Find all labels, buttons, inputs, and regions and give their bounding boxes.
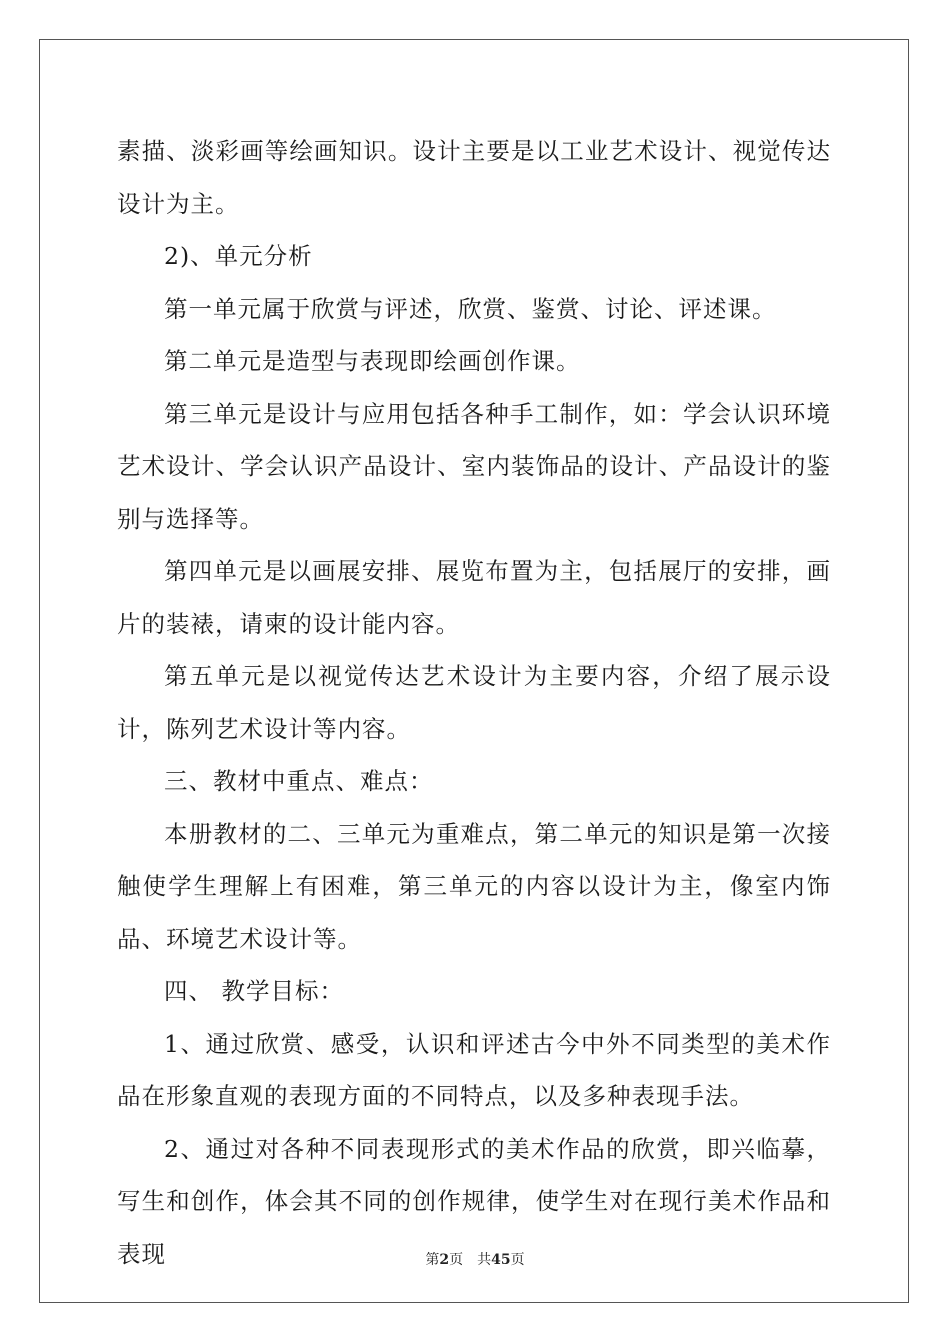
- paragraph: 本册教材的二、三单元为重难点，第二单元的知识是第一次接触使学生理解上有困难，第三单元的内容以设计为主，像室内饰品、环境艺术设计等。: [117, 819, 831, 953]
- paragraph: 2)、单元分析: [164, 242, 313, 270]
- paragraph: 第四单元是以画展安排、展览布置为主，包括展厅的安排，画片的装裱，请柬的设计能内容。: [117, 557, 831, 638]
- page-prefix: 第: [425, 1252, 440, 1268]
- page-total: 45: [491, 1252, 511, 1268]
- document-body: [117, 125, 831, 1280]
- page-footer: [0, 1249, 950, 1269]
- paragraph: 第五单元是以视觉传达艺术设计为主要内容，介绍了展示设计，陈列艺术设计等内容。: [117, 662, 831, 743]
- paragraph: 第二单元是造型与表现即绘画创作课。: [164, 347, 581, 375]
- page-current: 2: [439, 1252, 450, 1268]
- total-prefix: 共: [477, 1252, 492, 1268]
- page-unit: 页: [449, 1252, 464, 1268]
- paragraph: 1、通过欣赏、感受，认识和评述古今中外不同类型的美术作品在形象直观的表现方面的不同特点，以及多种表现手法。: [117, 1029, 831, 1110]
- paragraph: 第一单元属于欣赏与评述，欣赏、鉴赏、讨论、评述课。: [164, 294, 777, 323]
- paragraph: 三、教材中重点、难点：: [164, 767, 434, 795]
- paragraph: 素描、淡彩画等绘画知识。设计主要是以工业艺术设计、视觉传达设计为主。: [117, 137, 831, 218]
- paragraph: 第三单元是设计与应用包括各种手工制作，如：学会认识环境艺术设计、学会认识产品设计、室内装饰品的设计、产品设计的鉴别与选择等。: [117, 399, 831, 533]
- paragraph: 2、通过对各种不同表现形式的美术作品的欣赏，即兴临摹，写生和创作，体会其不同的创作规律，使学生对在现行美术作品和表现: [117, 1134, 831, 1268]
- paragraph: 四、 教学目标：: [164, 977, 344, 1005]
- total-unit: 页: [510, 1252, 525, 1268]
